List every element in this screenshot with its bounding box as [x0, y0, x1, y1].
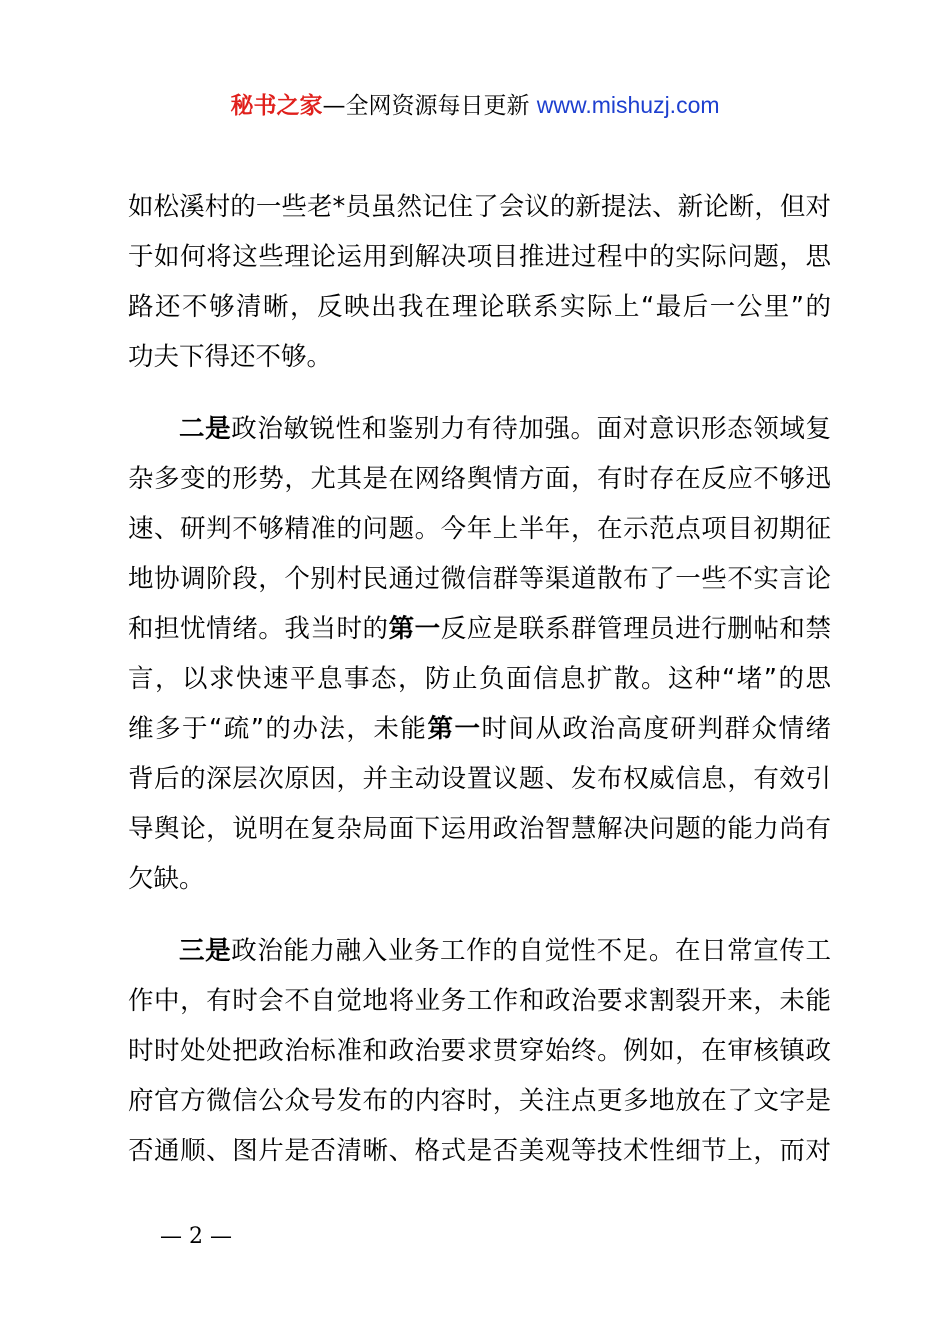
point-lead-bold: 二是	[179, 414, 232, 444]
paragraph-2	[128, 404, 831, 904]
bold-text: 第一	[388, 614, 441, 644]
text-line: 如松溪村的一些老*员虽然记住了会议的新提法、新论断，但对	[128, 192, 831, 222]
bold-text: 第一	[427, 714, 482, 744]
point-lead-bold: 三是	[179, 936, 232, 966]
text-line: 时时处处把政治标准和政治要求贯穿始终。例如，在审核镇政	[128, 1036, 831, 1066]
text-line: 速、研判不够精准的问题。今年上半年，在示范点项目初期征	[128, 514, 831, 544]
paragraph-3	[128, 926, 831, 1176]
header-separator: —	[322, 93, 346, 119]
text-fragment: 和担忧情绪。我当时的	[128, 614, 389, 644]
text-line: 作中，有时会不自觉地将业务工作和政治要求割裂开来，未能	[128, 986, 831, 1016]
text-line: 功夫下得还不够。	[128, 342, 333, 372]
text-line: 欠缺。	[128, 864, 205, 894]
text-line: 背后的深层次原因，并主动设置议题、发布权威信息，有效引	[128, 764, 831, 794]
brand-name: 秘书之家	[230, 93, 323, 119]
text-line	[128, 926, 831, 976]
text-fragment: 反应是联系群管理员进行删帖和禁	[440, 614, 831, 644]
text-fragment: 政治能力融入业务工作的自觉性不足。在日常宣传工	[231, 936, 831, 966]
text-line	[128, 404, 831, 454]
text-fragment: 维多于“疏”的办法，未能	[128, 714, 428, 744]
page-number: — 2 —	[160, 1224, 232, 1249]
text-line: 导舆论，说明在复杂局面下运用政治智慧解决问题的能力尚有	[128, 814, 831, 844]
text-fragment: 政治敏锐性和鉴别力有待加强。面对意识形态领域复	[231, 414, 831, 444]
site-url[interactable]: www.mishuzj.com	[536, 92, 720, 118]
text-line: 否通顺、图片是否清晰、格式是否美观等技术性细节上，而对	[128, 1136, 831, 1166]
document-body	[128, 182, 831, 1198]
header-tagline: 全网资源每日更新	[345, 93, 530, 119]
text-line: 路还不够清晰，反映出我在理论联系实际上“最后一公里”的	[128, 292, 831, 322]
text-line: 于如何将这些理论运用到解决项目推进过程中的实际问题，思	[128, 242, 831, 272]
text-line	[128, 604, 831, 654]
text-line	[128, 704, 831, 754]
text-line: 言，以求快速平息事态，防止负面信息扩散。这种“堵”的思	[128, 664, 831, 694]
site-header	[0, 88, 950, 123]
text-line: 地协调阶段，个别村民通过微信群等渠道散布了一些不实言论	[128, 564, 831, 594]
text-fragment: 时间从政治高度研判群众情绪	[481, 714, 831, 744]
paragraph-1	[128, 182, 831, 382]
text-line: 府官方微信公众号发布的内容时，关注点更多地放在了文字是	[128, 1086, 831, 1116]
text-line: 杂多变的形势，尤其是在网络舆情方面，有时存在反应不够迅	[128, 464, 831, 494]
